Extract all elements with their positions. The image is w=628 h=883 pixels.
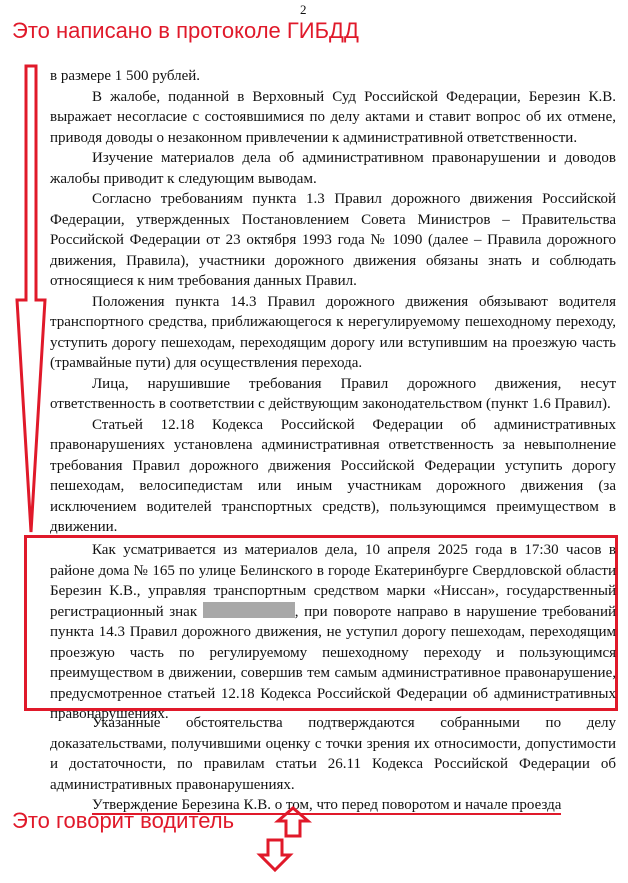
down-arrow-icon — [260, 840, 290, 870]
paragraph-rule-14-3: Положения пункта 14.3 Правил дорожного движения обязывают водителя транспортного средства, приближающегося к нерегулируемому пешеходному переходу, уступить дорогу пешеходам, переходящим дорогу или вступившим на проезжую часть (трамвайные пути) для осуществления перехода. — [50, 293, 616, 371]
paragraph-fine: в размере 1 500 рублей. — [50, 68, 201, 84]
paragraph-article-12-18: Статьей 12.18 Кодекса Российской Федерации об административных правонарушениях установлена административная ответственность за невыполнение требования Правил дорожного движения Российской Федерации уступить дорогу пешеходам, велосипедистам или иным участникам дорожного движения (за исключением водителей транспортных средств), пользующимся преимуществом в движении. — [50, 416, 616, 535]
paragraph-liability: Лица, нарушившие требования Правил дорожного движения, несут ответственность в соответствии с действующим законодательством (пункт 1.6 Правил). — [50, 375, 616, 412]
up-arrow-icon — [278, 808, 308, 836]
paragraph-driver-claim: Утверждение Березина К.В. о том, что перед поворотом и начале проезда — [92, 797, 562, 813]
page-number: 2 — [300, 2, 307, 17]
highlight-text-after: , при повороте направо в нарушение требований пункта 14.3 Правил дорожного движения, не уступил дорогу пешеходам, переходящим проезжую часть по регулируемому пешеходному переходу и пользующимся преимуществом в движении, совершив тем самым административное правонарушение, предусмотренное статьей 12.18 Кодекса Российской Федерации об административных правонарушениях. — [50, 603, 617, 722]
annotation-driver-label: Это говорит водитель — [12, 808, 235, 833]
paragraph-rule-1-3: Согласно требованиям пункта 1.3 Правил дорожного движения Российской Федерации, утвержденных Постановлением Совета Министров – Правительства Российской Федерации от 23 октября 1993 года № 1090 (далее – Правила дорожного движения, Правила), участники дорожного движения обязаны знать и соблюдать относящиеся к ним требования данных Правил. — [50, 191, 616, 289]
highlight-text-before: Как усматривается из материалов дела, 10 апреля 2025 года в 17:30 часов в районе дома № 165 по улице Белинского в городе Екатеринбурге Свердловской области Березин К.В., управляя транспортным средством марки «Ниссан», государственный регистрационный знак — [50, 542, 616, 620]
annotation-protocol-label: Это написано в протоколе ГИБДД — [12, 18, 359, 43]
paragraph-study: Изучение материалов дела об административном правонарушении и доводов жалобы приводит к следующим выводам. — [50, 150, 616, 187]
paragraph-complaint: В жалобе, поданной в Верховный Суд Российской Федерации, Березин К.В. выражает несогласие с состоявшимися по делу актами и ставит вопрос об их отмене, приводя доводы о незаконном привлечении к административной ответственности. — [50, 88, 616, 146]
paragraph-evidence: Указанные обстоятельства подтверждаются собранными по делу доказательствами, получившими оценку с точки зрения их относимости, допустимости и достаточности, по правилам статьи 26.11 Кодекса Российской Федерации об административных правонарушениях. — [50, 715, 616, 793]
down-arrow-icon — [17, 66, 45, 532]
